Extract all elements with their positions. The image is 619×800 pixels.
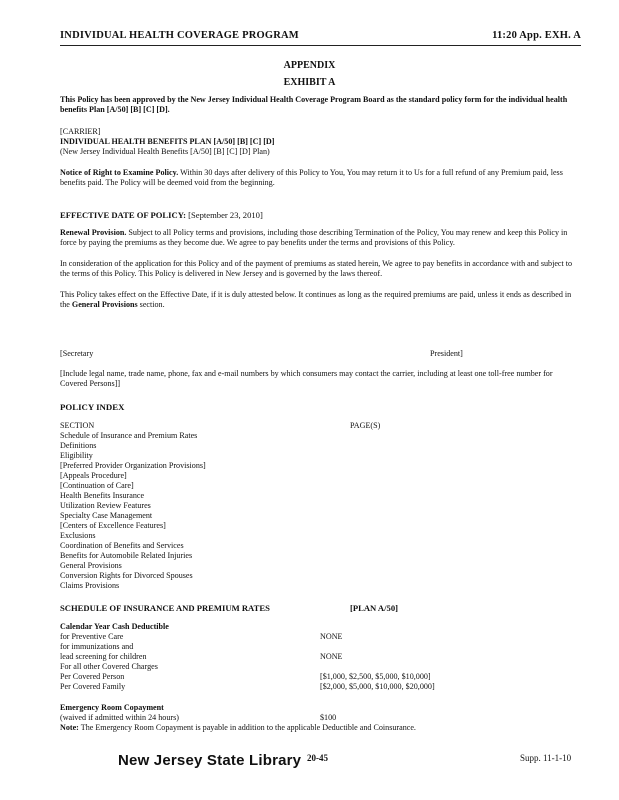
plan-label: [PLAN A/50] — [350, 603, 398, 613]
table-row — [60, 672, 580, 682]
schedule-header — [60, 603, 580, 613]
running-header — [60, 30, 581, 44]
renewal-label: Renewal Provision. — [60, 228, 127, 237]
er-copayment-title: Emergency Room Copayment — [60, 703, 164, 712]
supplement-date: Supp. 11-1-10 — [520, 753, 572, 763]
pages-column-header: PAGE(S) — [350, 421, 381, 430]
row-label: For all other Covered Charges — [60, 662, 158, 671]
table-row — [60, 713, 580, 723]
renewal-paragraph — [60, 228, 580, 248]
row-label: Per Covered Family — [60, 682, 126, 691]
list-item: Claims Provisions — [60, 581, 120, 590]
row-value: NONE — [320, 652, 343, 661]
row-label: for immunizations and — [60, 642, 134, 651]
effective-date — [60, 210, 580, 220]
list-item: Exclusions — [60, 531, 96, 540]
takes-effect-text: This Policy takes effect on the Effective Date, if it is duly attested below. It continues as long as the required premiums are paid, unless it ends as described in the — [60, 290, 572, 309]
effective-date-value: [September 23, 2010] — [185, 210, 263, 220]
row-value: $100 — [320, 713, 337, 722]
er-note — [60, 723, 580, 733]
deductible-title: Calendar Year Cash Deductible — [60, 622, 169, 631]
header-title: INDIVIDUAL HEALTH COVERAGE PROGRAM — [60, 30, 299, 41]
list-item: Utilization Review Features — [60, 501, 151, 510]
note-label: Note: — [60, 723, 79, 732]
row-label: Per Covered Person — [60, 672, 125, 681]
effective-date-label: EFFECTIVE DATE OF POLICY: — [60, 210, 186, 220]
list-item: Definitions — [60, 441, 97, 450]
notice-paragraph — [60, 168, 580, 188]
library-watermark: New Jersey State Library — [118, 752, 302, 769]
policy-index-header — [60, 421, 580, 431]
er-copayment-section — [60, 703, 580, 733]
consideration-paragraph: In consideration of the application for this Policy and of the payment of premiums as stated herein, We agree to pay benefits in accordance with and subject to the terms of this Policy. This Policy is delivered in New Jersey and is governed by the laws thereof. — [60, 259, 573, 278]
list-item: Health Benefits Insurance — [60, 491, 145, 500]
list-item: Benefits for Automobile Related Injuries — [60, 551, 193, 560]
header-section: 11:20 App. EXH. A — [492, 30, 581, 41]
policy-index — [60, 421, 580, 591]
policy-index-list — [60, 431, 580, 591]
schedule-title: SCHEDULE OF INSURANCE AND PREMIUM RATES — [60, 603, 270, 613]
section-column-header: SECTION — [60, 421, 95, 430]
table-row — [60, 652, 580, 662]
row-value: [$1,000, $2,500, $5,000, $10,000] — [320, 672, 431, 681]
row-value: [$2,000, $5,000, $10,000, $20,000] — [320, 682, 435, 691]
list-item: [Preferred Provider Organization Provisions] — [60, 461, 206, 470]
list-item: [Centers of Excellence Features] — [60, 521, 166, 530]
signature-line — [60, 349, 580, 359]
notice-text: Within 30 days after delivery of this Policy to You, You may return it to Us for a full refund of any Premium paid, less benefits paid. The Policy will be deemed void from the beginning. — [60, 168, 563, 187]
list-item: Coordination of Benefits and Services — [60, 541, 184, 550]
list-item: Eligibility — [60, 451, 93, 460]
appendix-title: APPENDIX — [283, 60, 336, 71]
list-item: General Provisions — [60, 561, 122, 570]
table-row — [60, 632, 580, 642]
list-item: [Continuation of Care] — [60, 481, 134, 490]
row-label: lead screening for children — [60, 652, 147, 661]
renewal-text: Subject to all Policy terms and provisions, including those describing Termination of the Policy, You may renew and keep this Policy in force by paying the premiums as they become due. We agree to pay benefits under the terms and provisions of this Policy. — [60, 228, 568, 247]
list-item: [Appeals Procedure] — [60, 471, 127, 480]
row-label: (waived if admitted within 24 hours) — [60, 713, 179, 722]
secretary-signature: [Secretary — [60, 349, 94, 358]
carrier-name: [CARRIER] — [60, 127, 101, 136]
policy-index-title: POLICY INDEX — [60, 402, 125, 412]
list-item: Specialty Case Management — [60, 511, 153, 520]
plan-title: INDIVIDUAL HEALTH BENEFITS PLAN [A/50] [B] [C] [D] — [60, 137, 275, 146]
general-provisions-ref: General Provisions — [71, 300, 138, 309]
takes-effect-tail: section. — [137, 300, 165, 309]
contact-note: [Include legal name, trade name, phone, fax and e-mail numbers by which consumers may contact the carrier, including at least one toll-free number for Covered Persons]] — [60, 369, 553, 388]
row-value: NONE — [320, 632, 343, 641]
list-item: Conversion Rights for Divorced Spouses — [60, 571, 193, 580]
carrier-block — [60, 127, 580, 157]
list-item: Schedule of Insurance and Premium Rates — [60, 431, 198, 440]
intro-paragraph: This Policy has been approved by the New Jersey Individual Health Coverage Program Board as the standard policy form for the individual health benefits Plan [A/50] [B] [C] [D]. — [60, 95, 568, 114]
header-rule — [60, 45, 581, 46]
table-row — [60, 682, 580, 692]
plan-subtitle: (New Jersey Individual Health Benefits [A/50] [B] [C] [D] Plan) — [60, 147, 270, 156]
note-text: The Emergency Room Copayment is payable in addition to the applicable Deductible and Coinsurance. — [78, 723, 416, 732]
row-label: for Preventive Care — [60, 632, 124, 641]
takes-effect-paragraph — [60, 290, 580, 310]
table-row — [60, 662, 580, 672]
deductible-section — [60, 622, 580, 692]
president-signature: President] — [430, 349, 463, 358]
table-row — [60, 642, 580, 652]
notice-label: Notice of Right to Examine Policy. — [60, 168, 179, 177]
exhibit-title: EXHIBIT A — [283, 77, 336, 88]
page-number: 20-45 — [307, 753, 328, 763]
